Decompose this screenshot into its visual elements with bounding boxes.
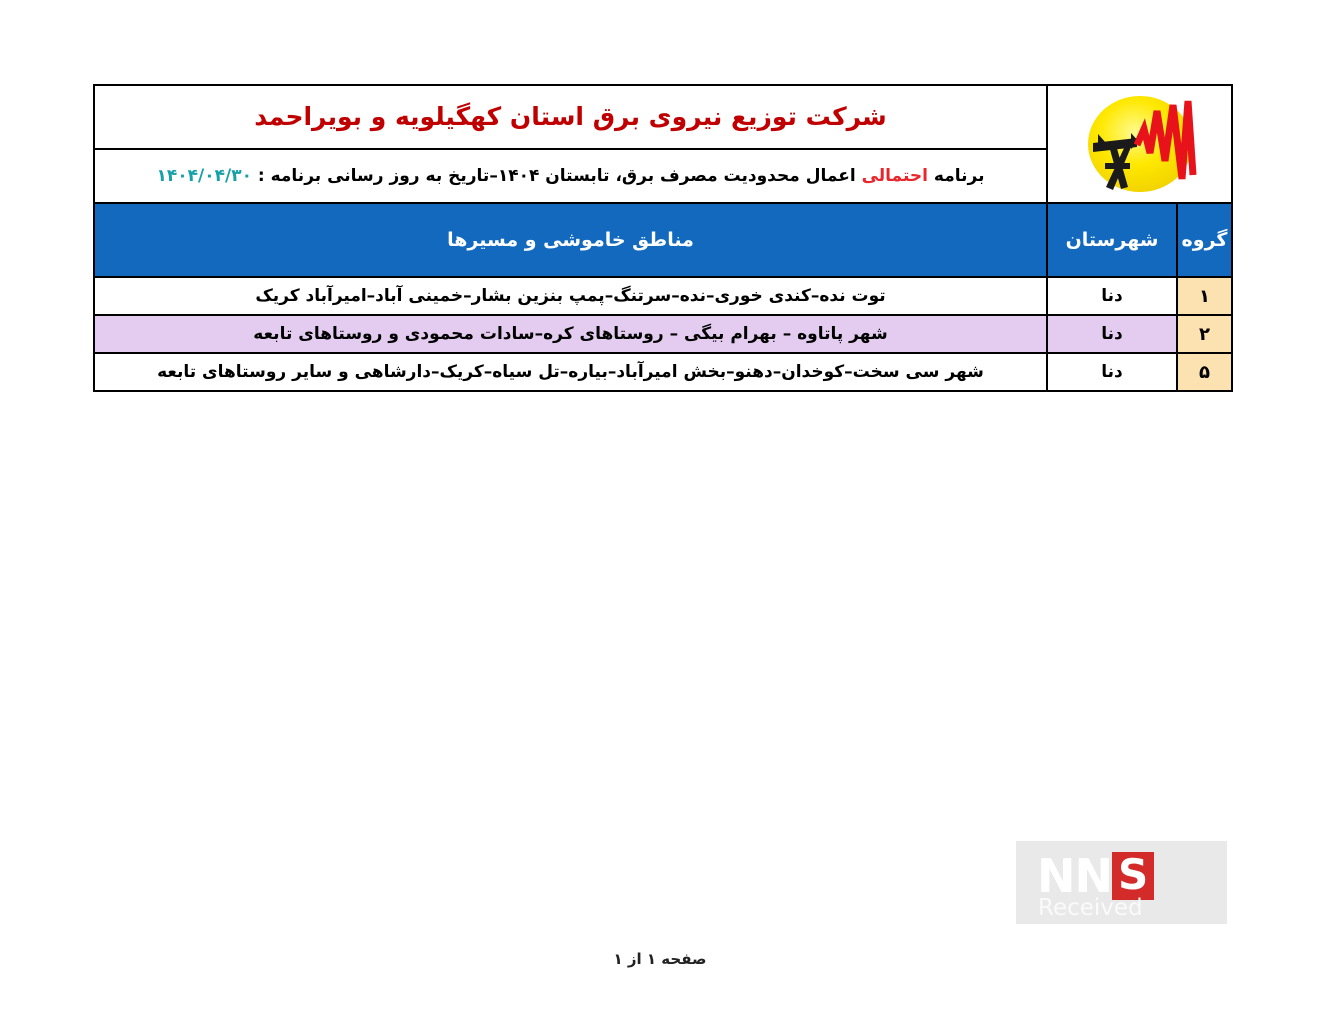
subtitle-middle: اعمال محدودیت مصرف برق، تابستان ۱۴۰۴–تاریخ به روز رسانی برنامه :: [251, 166, 862, 186]
cell-county: دنا: [1047, 315, 1177, 353]
table-row: [94, 277, 1232, 315]
cell-routes: شهر پاتاوه – بهرام بیگی – روستاهای کره–سادات محمودی و روستاهای تابعه: [94, 315, 1047, 353]
snn-logo-rest: NN: [1037, 849, 1112, 903]
watermark-status: Received: [1038, 895, 1143, 921]
column-header-county: شهرستان: [1047, 203, 1177, 277]
subtitle-cell: [94, 149, 1047, 203]
page-footer: [0, 950, 1320, 968]
table-row: [94, 315, 1232, 353]
cell-group: ۱: [1177, 277, 1232, 315]
cell-routes: شهر سی سخت–کوخدان–دهنو–بخش امیرآباد–بیاره–تل سیاه–کریک–دارشاهی و سایر روستاهای تابعه: [94, 353, 1047, 391]
table-row: [94, 353, 1232, 391]
snn-watermark: [1016, 841, 1227, 924]
column-header-group: گروه: [1177, 203, 1232, 277]
page-number-label: صفحه ۱ از ۱: [613, 950, 707, 968]
subtitle-prefix: برنامه: [927, 166, 985, 186]
title-row: [94, 85, 1232, 149]
snn-logo: [1037, 849, 1154, 903]
cell-routes: توت نده–کندی خوری–نده–سرتنگ–پمپ بنزین بشار–خمینی آباد–امیرآباد کریک: [94, 277, 1047, 315]
cell-group: ۵: [1177, 353, 1232, 391]
cell-group: ۲: [1177, 315, 1232, 353]
subtitle-highlight: احتمالی: [861, 166, 928, 186]
org-title-cell: [94, 85, 1047, 149]
subtitle-update-date: ۱۴۰۴/۰۴/۳۰: [156, 166, 252, 186]
org-title: شرکت توزیع نیروی برق استان کهگیلویه و بویراحمد: [254, 102, 887, 132]
table-header-row: [94, 203, 1232, 277]
cell-county: دنا: [1047, 277, 1177, 315]
snn-logo-letter: S: [1112, 852, 1154, 900]
electric-utility-logo-icon: [1065, 91, 1215, 197]
company-logo-cell: [1047, 85, 1232, 203]
outage-schedule-table: [93, 84, 1233, 392]
cell-county: دنا: [1047, 353, 1177, 391]
column-header-routes: مناطق خاموشی و مسیرها: [94, 203, 1047, 277]
